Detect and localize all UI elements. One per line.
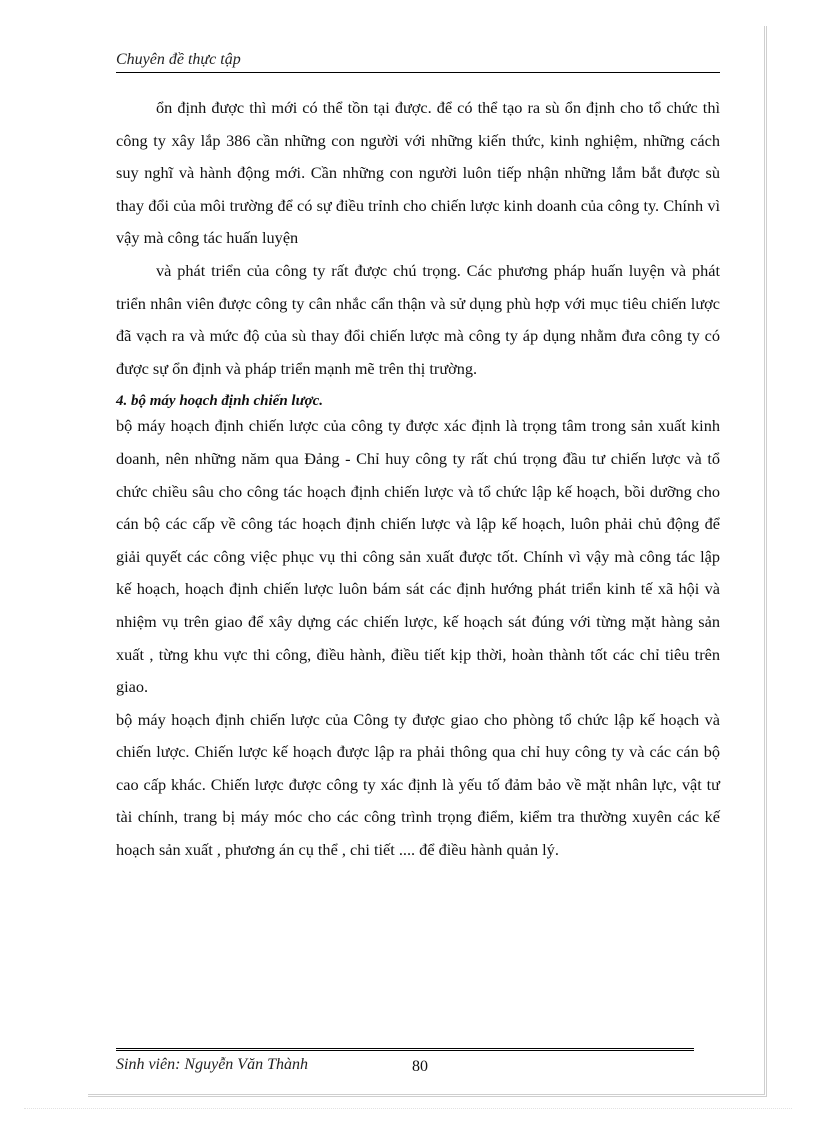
section-paragraph: bộ máy hoạch định chiến lược của Công ty được giao cho phòng tổ chức lập kế hoạch và chiến lược. Chiến lược kế hoạch được lập ra phải thông qua chỉ huy công ty và các cán bộ cao cấp khác. Chiến lược được công ty xác định là yếu tố đảm bảo về mặt nhân lực, vật tư tài chính, trang bị máy móc cho các công trình trọng điểm, kiểm tra thường xuyên các kế hoạch sản xuất , phương án cụ thể , chi tiết .... để điều hành quản lý. <box>116 709 720 860</box>
header-title: Chuyên đề thực tập <box>116 51 241 68</box>
page-bottom-border <box>24 1108 792 1109</box>
body-paragraph: ổn định được thì mới có thể tồn tại được. để có thể tạo ra sù ổn định cho tổ chức thì công ty xây lắp 386 cần những con người với những kiến thức, kinh nghiệm, những cách suy nghĩ và hành động mới. Cần những con người luôn tiếp nhận những lắm bắt được sù thay đổi của môi trường để có sự điều trỉnh cho chiến lược kinh doanh của công ty. Chính vì vậy mà công tác huấn luyện <box>116 98 720 248</box>
body-paragraph: và phát triển của công ty rất được chú trọng. Các phương pháp huấn luyện và phát triển nhân viên được công ty cân nhắc cẩn thận và sử dụng phù hợp với mục tiêu chiến lược đã vạch ra và mức độ của sù thay đổi chiến lược mà công ty áp dụng nhằm đưa công ty có được sự ổn định và pháp triển mạnh mẽ trên thị trường. <box>116 260 720 378</box>
document-body <box>116 92 720 867</box>
section-paragraph: bộ máy hoạch định chiến lược của công ty được xác định là trọng tâm trong sản xuất kinh doanh, nên những năm qua Đảng - Chỉ huy công ty rất chú trọng đầu tư chiến lược và tổ chức chiều sâu cho công tác hoạch định chiến lược và tổ chức lập kế hoạch, bồi dưỡng cho cán bộ các cấp về công tác hoạch định chiến lược và lập kế hoạch, luôn phải chủ động để giải quyết các công việc phục vụ thi công sản xuất được tốt. Chính vì vậy mà công tác lập kế hoạch, hoạch định chiến lược luôn bám sát các định hướng phát triển kinh tế xã hội và nhiệm vụ trên giao để xây dựng các chiến lược, kế hoạch sát đúng với từng mặt hàng sản xuất , từng khu vực thi công, điều hành, điều tiết kịp thời, hoàn thành tốt các chỉ tiêu trên giao. <box>116 416 720 697</box>
footer-student-name: Sinh viên: Nguyễn Văn Thành <box>116 1056 308 1073</box>
footer-rule <box>116 1048 694 1051</box>
page-number: 80 <box>412 1058 428 1075</box>
page-header <box>116 50 720 73</box>
section-heading: 4. bộ máy hoạch định chiến lược. <box>116 393 324 410</box>
